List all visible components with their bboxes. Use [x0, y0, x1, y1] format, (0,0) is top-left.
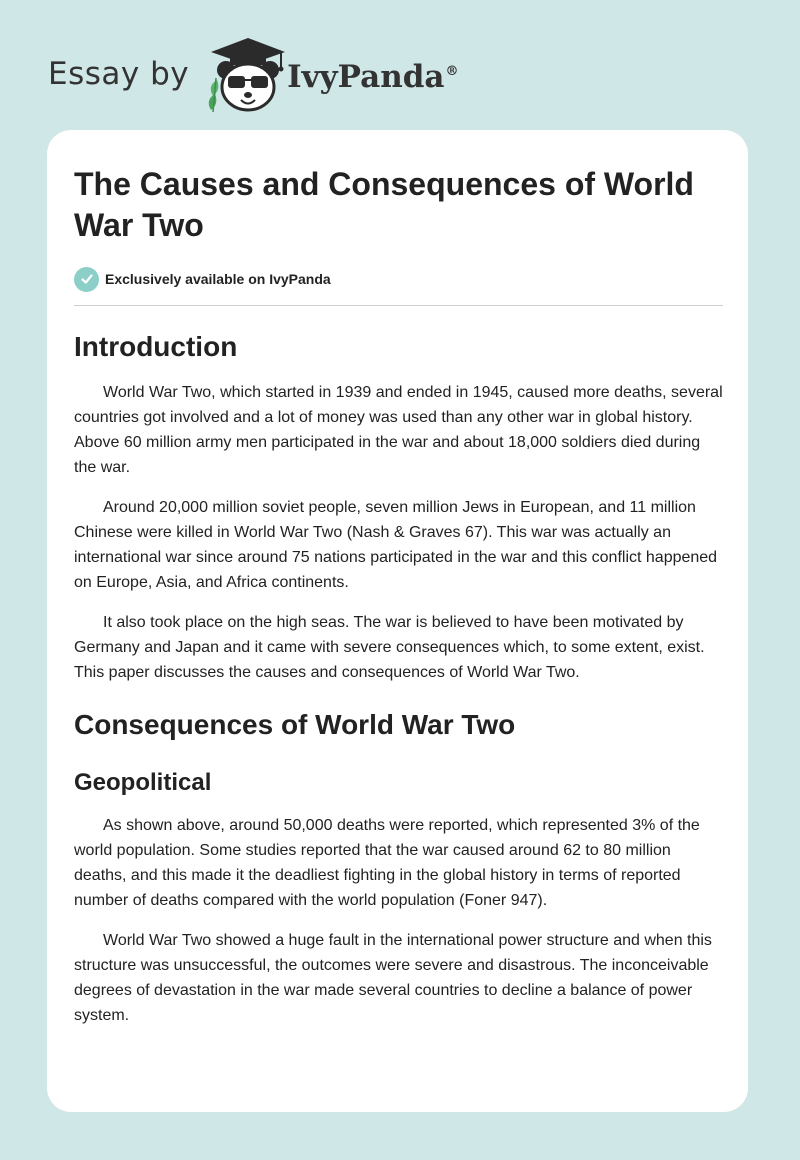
essay-card [47, 130, 748, 1112]
essay-by-label: Essay by [48, 56, 190, 92]
paragraph: As shown above, around 50,000 deaths were reported, which represented 3% of the world population. Some studies reported that the war caused around 62 to 80 million deaths, and this made it the deadliest fighting in the global history in terms of reported number of deaths compared with the world population (Foner 947). [74, 817, 700, 909]
essay-title: The Causes and Consequences of World War Two [74, 166, 694, 243]
exclusive-label: Exclusively available on IvyPanda [105, 271, 331, 287]
ivypanda-logo-icon[interactable] [203, 34, 293, 114]
check-icon [74, 267, 99, 292]
exclusive-badge [74, 266, 722, 292]
brand-name[interactable]: IvyPanda® [287, 59, 459, 95]
paragraph: World War Two showed a huge fault in the international power structure and when this structure was unsuccessful, the outcomes were severe and disastrous. The inconceivable degrees of devastation in the war made several countries to decline a balance of power system. [74, 932, 712, 1024]
registered-mark: ® [445, 64, 459, 79]
heading-geopolitical: Geopolitical [74, 769, 212, 796]
paragraph: World War Two, which started in 1939 and ended in 1945, caused more deaths, several countries got involved and a lot of money was used than any other war in global history. Above 60 million army men participated in the war and about 18,000 soldiers died during the war. [74, 384, 723, 476]
divider [74, 305, 723, 306]
heading-consequences: Consequences of World War Two [74, 709, 516, 740]
heading-introduction: Introduction [74, 331, 238, 362]
paragraph: It also took place on the high seas. The war is believed to have been motivated by Germany and Japan and it came with severe consequences which, to some extent, exist. This paper discusses the causes and consequences of World War Two. [74, 614, 705, 681]
site-header [48, 34, 548, 114]
paragraph: Around 20,000 million soviet people, seven million Jews in European, and 11 million Chinese were killed in World War Two (Nash & Graves 67). This war was actually an international war since around 75 nations participated in the war and this conflict happened on Europe, Asia, and Africa continents. [74, 499, 718, 591]
